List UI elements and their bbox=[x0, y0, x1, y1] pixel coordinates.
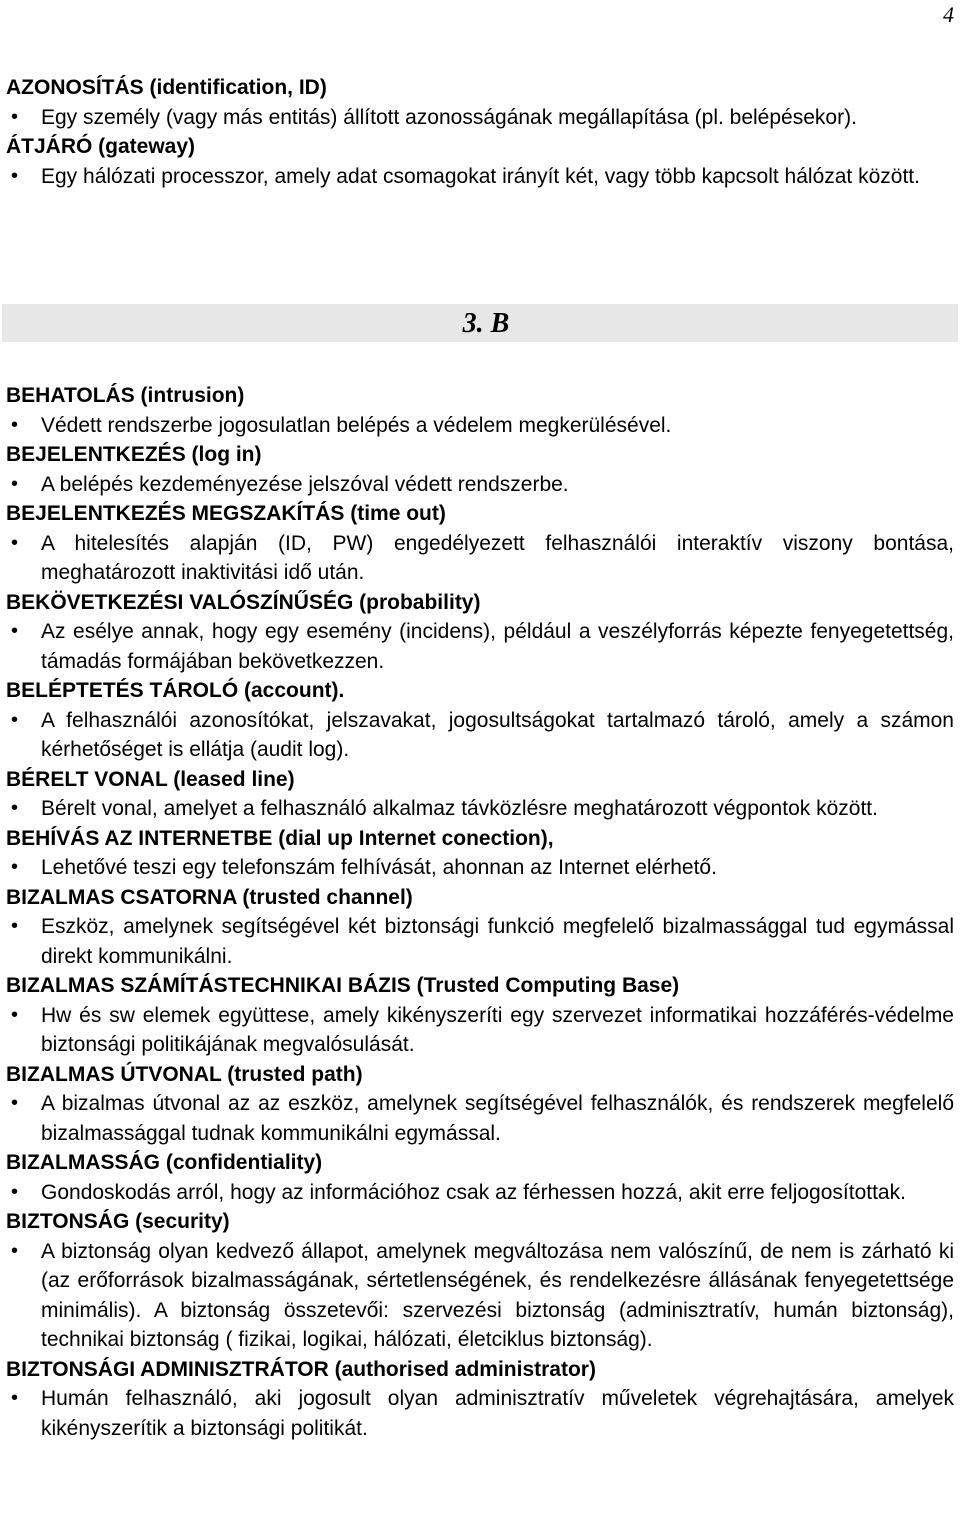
glossary-definition: • Egy személy (vagy más entitás) állított azonosságának megállapítása (pl. belépésekor). bbox=[0, 103, 960, 133]
glossary-term: BIZALMASSÁG (confidentiality) bbox=[6, 1151, 323, 1174]
section-header-bar bbox=[2, 304, 958, 342]
glossary-term: BEHATOLÁS (intrusion) bbox=[6, 384, 245, 407]
glossary-definition: • Egy hálózati processzor, amely adat csomagokat irányít két, vagy több kapcsolt hálózat között. bbox=[0, 162, 960, 192]
glossary-term: ÁTJÁRÓ (gateway) bbox=[6, 135, 196, 158]
glossary-definition: • A belépés kezdeményezése jelszóval védett rendszerbe. bbox=[0, 470, 960, 500]
glossary-definition: • Védett rendszerbe jogosulatlan belépés a védelem megkerülésével. bbox=[0, 411, 960, 441]
glossary-definition: • Az esélye annak, hogy egy esemény (incidens), például a veszélyforrás képezte fenyegetettség, támadás formájában bekövetkezzen. bbox=[0, 617, 960, 676]
glossary-definition: • Hw és sw elemek együttese, amely kikényszeríti egy szervezet informatikai hozzáférés-védelme biztonsági politikájának megvalósulását. bbox=[0, 1001, 960, 1060]
glossary-definition: • Bérelt vonal, amelyet a felhasználó alkalmaz távközlésre meghatározott végpontok között. bbox=[0, 794, 960, 824]
glossary-term: BEJELENTKEZÉS MEGSZAKÍTÁS (time out) bbox=[6, 502, 446, 525]
glossary-term: BEKÖVETKEZÉSI VALÓSZÍNŰSÉG (probability) bbox=[6, 590, 481, 614]
glossary-definition: • A bizalmas útvonal az az eszköz, amelynek segítségével felhasználók, és rendszerek megfelelő bizalmassággal tudnak kommunikálni egymással. bbox=[0, 1089, 960, 1148]
glossary-section-a bbox=[0, 73, 960, 191]
glossary-term: BIZALMAS CSATORNA (trusted channel) bbox=[6, 885, 413, 909]
glossary-term: BIZALMAS SZÁMÍTÁSTECHNIKAI BÁZIS (Trusted Computing Base) bbox=[6, 974, 680, 997]
glossary-term: BELÉPTETÉS TÁROLÓ (account). bbox=[6, 679, 345, 702]
glossary-term: BEHÍVÁS AZ INTERNETBE (dial up Internet conection), bbox=[6, 826, 554, 850]
glossary-definition: • A felhasználói azonosítókat, jelszavakat, jogosultságokat tartalmazó tároló, amely a számon kérhetőséget is ellátja (audit log). bbox=[0, 706, 960, 765]
glossary-term: BÉRELT VONAL (leased line) bbox=[6, 767, 295, 791]
glossary-definition: • Humán felhasználó, aki jogosult olyan adminisztratív műveletek végrehajtására, amelyek kikényszerítik a biztonsági politikát. bbox=[0, 1384, 960, 1443]
glossary-definition: • Gondoskodás arról, hogy az információhoz csak az férhessen hozzá, akit erre feljogosítottak. bbox=[0, 1178, 960, 1208]
glossary-term: AZONOSÍTÁS (identification, ID) bbox=[6, 76, 327, 99]
glossary-section-b bbox=[0, 381, 960, 1443]
glossary-term: BIZTONSÁGI ADMINISZTRÁTOR (authorised administrator) bbox=[6, 1357, 596, 1381]
glossary-term: BIZALMAS ÚTVONAL (trusted path) bbox=[6, 1062, 363, 1086]
glossary-definition: • Eszköz, amelynek segítségével két biztonsági funkció megfelelő bizalmassággal tud egymással direkt kommunikálni. bbox=[0, 912, 960, 971]
page-number: 4 bbox=[943, 2, 954, 27]
glossary-definition: • A biztonság olyan kedvező állapot, amelynek megváltozása nem valószínű, de nem is zárható ki (az erőforrások bizalmasságának, sértetlenségének, és rendelkezésre állásának fenyegetettsége minimális). A biztonság összetevői: szervezési biztonság (adminisztratív, humán biztonság), technikai biztonság ( fizikai, logikai, hálózati, életciklus biztonság). bbox=[0, 1237, 960, 1355]
glossary-term: BEJELENTKEZÉS (log in) bbox=[6, 443, 262, 466]
glossary-definition: • A hitelesítés alapján (ID, PW) engedélyezett felhasználói interaktív viszony bontása, meghatározott inaktivitási idő után. bbox=[0, 529, 960, 588]
section-header-title: 3. B bbox=[462, 308, 510, 339]
glossary-definition: • Lehetővé teszi egy telefonszám felhívását, ahonnan az Internet elérhető. bbox=[0, 853, 960, 883]
glossary-term: BIZTONSÁG (security) bbox=[6, 1210, 230, 1233]
